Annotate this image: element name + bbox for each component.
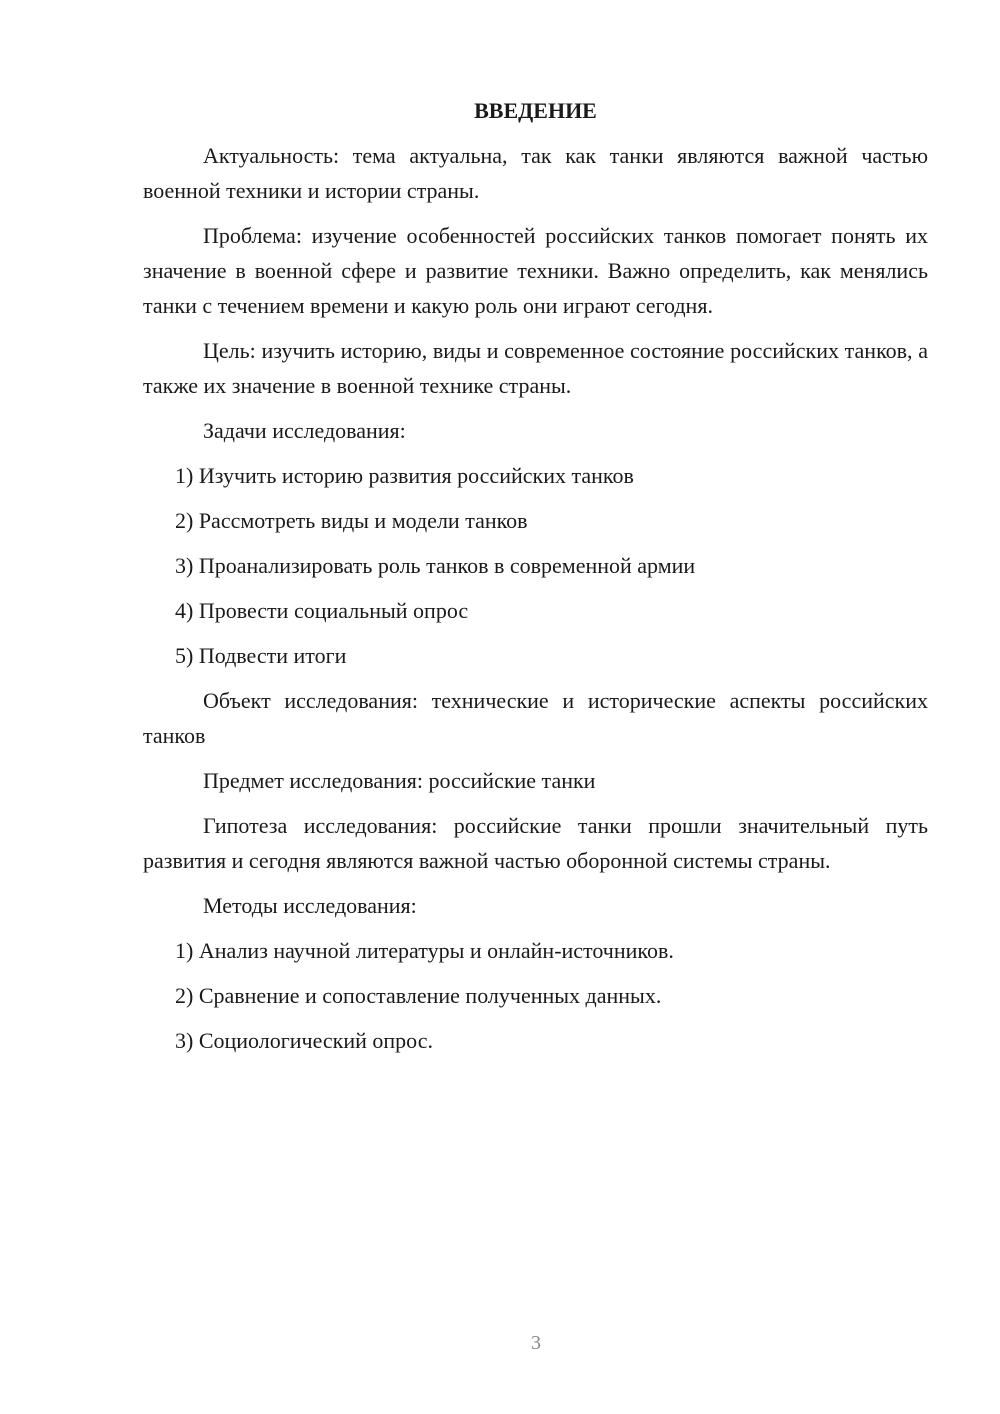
subject-paragraph: Предмет исследования: российские танки xyxy=(203,768,596,793)
hypothesis-paragraph: Гипотеза исследования: российские танки прошли значительный путь развития и сегодня являются важной частью оборонной системы страны. xyxy=(143,813,928,873)
method-item: 2) Сравнение и сопоставление полученных данных. xyxy=(175,983,662,1008)
page-content xyxy=(143,93,928,1068)
tasks-heading: Задачи исследования: xyxy=(203,418,406,443)
relevance-paragraph: Актуальность: тема актуальна, так как танки являются важной частью военной техники и истории страны. xyxy=(143,143,928,203)
task-item: 5) Подвести итоги xyxy=(175,643,347,668)
page-number: 3 xyxy=(531,1332,541,1354)
problem-paragraph: Проблема: изучение особенностей российских танков помогает понять их значение в военной сфере и развитие техники. Важно определить, как менялись танки с течением времени и какую роль они играют сегодня. xyxy=(143,223,928,318)
object-paragraph: Объект исследования: технические и исторические аспекты российских танков xyxy=(143,688,928,748)
task-item: 2) Рассмотреть виды и модели танков xyxy=(175,508,528,533)
task-item: 4) Провести социальный опрос xyxy=(175,598,469,623)
method-item: 3) Социологический опрос. xyxy=(175,1028,433,1053)
goal-paragraph: Цель: изучить историю, виды и современное состояние российских танков, а также их значение в военной технике страны. xyxy=(143,338,928,398)
page-title: ВВЕДЕНИЕ xyxy=(474,98,597,123)
method-item: 1) Анализ научной литературы и онлайн-источников. xyxy=(175,938,674,963)
methods-heading: Методы исследования: xyxy=(203,893,417,918)
task-item: 1) Изучить историю развития российских танков xyxy=(175,463,634,488)
task-item: 3) Проанализировать роль танков в современной армии xyxy=(175,553,696,578)
